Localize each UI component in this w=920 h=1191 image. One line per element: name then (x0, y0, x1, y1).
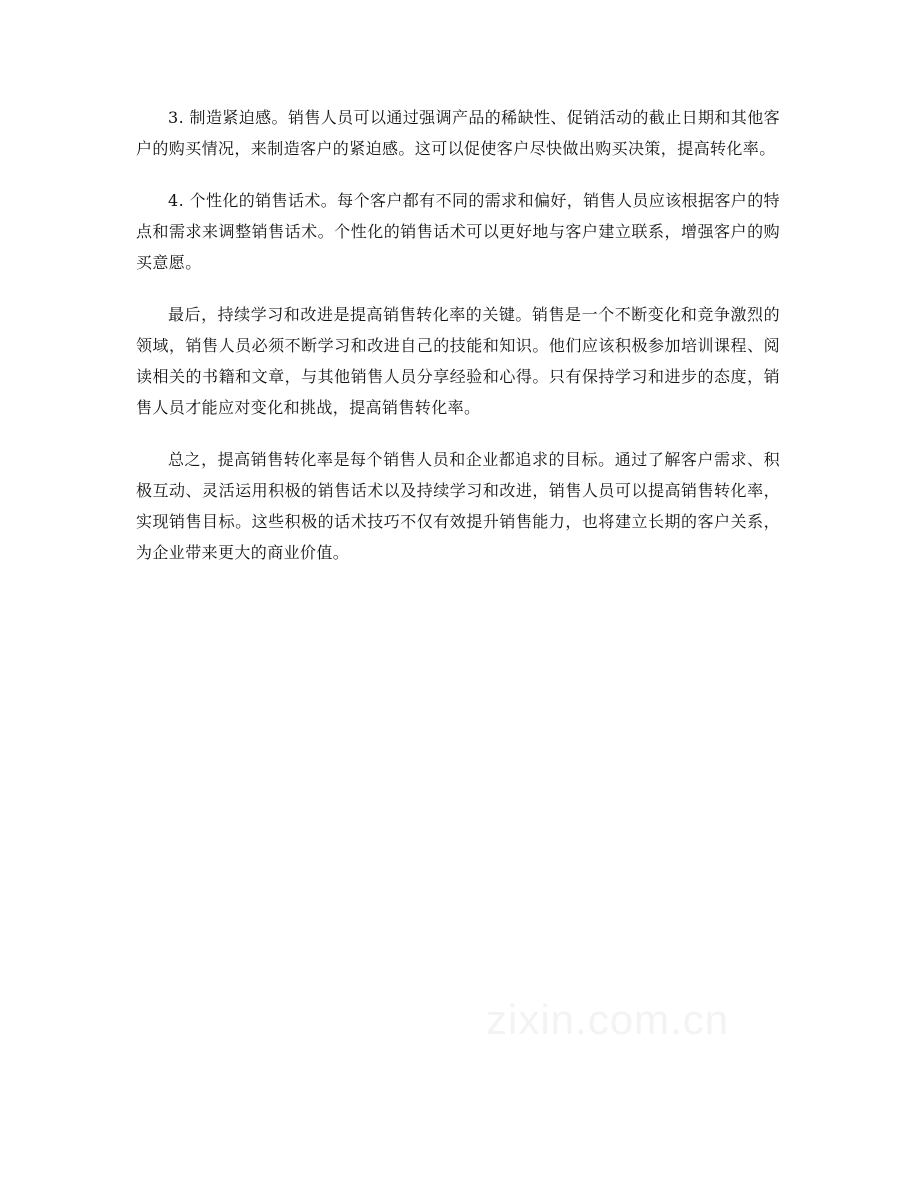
paragraph-conclusion: 总之，提高销售转化率是每个销售人员和企业都追求的目标。通过了解客户需求、积极互动、灵活运用积极的销售话术以及持续学习和改进，销售人员可以提高销售转化率，实现销售目标。这些积极的话术技巧不仅有效提升销售能力，也将建立长期的客户关系，为企业带来更大的商业价值。 (136, 450, 780, 562)
paragraph-continuous-learning: 最后，持续学习和改进是提高销售转化率的关键。销售是一个不断变化和竞争激烈的领域，销售人员必须不断学习和改进自己的技能和知识。他们应该积极参加培训课程、阅读相关的书籍和文章，与其他销售人员分享经验和心得。只有保持学习和进步的态度，销售人员才能应对变化和挑战，提高销售转化率。 (136, 305, 780, 417)
paragraph-personalization: 4. 个性化的销售话术。每个客户都有不同的需求和偏好，销售人员应该根据客户的特点和需求来调整销售话术。个性化的销售话术可以更好地与客户建立联系，增强客户的购买意愿。 (136, 191, 780, 272)
paragraph-urgency: 3. 制造紧迫感。销售人员可以通过强调产品的稀缺性、促销活动的截止日期和其他客户的购买情况，来制造客户的紧迫感。这可以促使客户尽快做出购买决策，提高转化率。 (136, 108, 780, 158)
watermark: zixin.com.cn (486, 996, 730, 1043)
document-body (136, 102, 780, 589)
